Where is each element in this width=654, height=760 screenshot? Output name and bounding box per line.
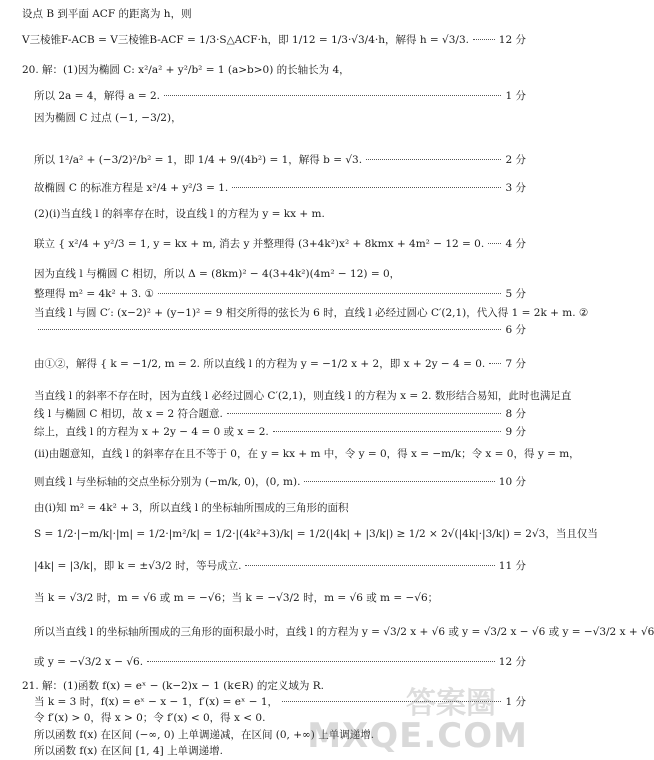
text-line: 或 y = −√3/2 x − √6. 12 分 bbox=[34, 656, 526, 668]
text-line: V三棱锥F-ACB = V三棱锥B-ACF = 1/3·S△ACF·h，即 1/12 = 1/3·√3/4·h，解得 h = √3/3. 12 分 bbox=[22, 34, 526, 46]
text-line: (2)(ⅰ)当直线 l 的斜率存在时，设直线 l 的方程为 y = kx + m. bbox=[34, 208, 325, 220]
text-line: 由①②，解得 { k = −1/2, m = 2. 所以直线 l 的方程为 y = −1/2 x + 2，即 x + 2y − 4 = 0. 7 分 bbox=[34, 358, 526, 370]
text-line: 故椭圆 C 的标准方程是 x²/4 + y²/3 = 1. 3 分 bbox=[34, 182, 526, 194]
watermark-logo: 答案圈 bbox=[406, 686, 496, 721]
text-line: 线 l 与椭圆 C 相切，故 x = 2 符合题意. 8 分 bbox=[34, 408, 526, 420]
text-line: 所以函数 f(x) 在区间 [1, 4] 上单调递增. bbox=[34, 745, 223, 757]
text-line: 则直线 l 与坐标轴的交点坐标分别为 (−m/k, 0)，(0, m). 10 分 bbox=[34, 476, 526, 488]
text-line: 因为直线 l 与椭圆 C 相切，所以 Δ = (8km)² − 4(3+4k²)(4m² − 12) = 0， bbox=[34, 268, 401, 280]
text-line: 所以当直线 l 的坐标轴所围成的三角形的面积最小时，直线 l 的方程为 y = √3/2 x + √6 或 y = √3/2 x − √6 或 y = −√3/2 x + √6 bbox=[34, 626, 654, 638]
text-line: 所以函数 f(x) 在区间 (−∞, 0) 上单调递减，在区间 (0, +∞) 上单调递增. bbox=[34, 729, 375, 741]
text-line: 综上，直线 l 的方程为 x + 2y − 4 = 0 或 x = 2. 9 分 bbox=[34, 426, 526, 438]
text-line: 令 f′(x) > 0，得 x > 0；令 f′(x) < 0，得 x < 0. bbox=[34, 712, 266, 724]
score-label: 12 分 bbox=[498, 656, 526, 668]
problem-21-heading: 21. 解：(1)函数 f(x) = eˣ − (k−2)x − 1 (k∈R) 的定义域为 R. bbox=[22, 680, 324, 692]
text-line: 联立 { x²/4 + y²/3 = 1, y = kx + m, 消去 y 并整理得 (3+4k²)x² + 8kmx + 4m² − 12 = 0. 4 分 bbox=[34, 238, 526, 250]
text-line: 当 k = √3/2 时，m = √6 或 m = −√6；当 k = −√3/2 时，m = √6 或 m = −√6； bbox=[34, 592, 439, 604]
score-label: 7 分 bbox=[505, 358, 526, 370]
score-label: 2 分 bbox=[505, 154, 526, 166]
text-line: 当 k = 3 时，f(x) = eˣ − x − 1，f′(x) = eˣ − 1， 1 分 bbox=[34, 696, 526, 708]
text-line: 设点 B 到平面 ACF 的距离为 h，则 bbox=[22, 8, 192, 20]
score-label: 10 分 bbox=[498, 476, 526, 488]
text-line: 所以 2a = 4，解得 a = 2. 1 分 bbox=[34, 90, 526, 102]
text-line: S = 1/2·|−m/k|·|m| = 1/2·|m²/k| = 1/2·|(4k²+3)/k| = 1/2(|4k| + |3/k|) ≥ 1/2 × 2√(|4k|·|3/k|) = 2√3，当且仅当 bbox=[34, 528, 598, 540]
score-label: 12 分 bbox=[498, 34, 526, 46]
text-line: 由(ⅰ)知 m² = 4k² + 3，所以直线 l 的坐标轴所围成的三角形的面积 bbox=[34, 502, 349, 514]
text-line: 当直线 l 的斜率不存在时，因为直线 l 必经过圆心 C′(2,1)，则直线 l 的方程为 x = 2. 数形结合易知，此时也满足直 bbox=[34, 390, 572, 402]
score-label: 9 分 bbox=[505, 426, 526, 438]
score-label: 5 分 bbox=[505, 288, 526, 300]
text-line: (ⅱ)由题意知，直线 l 的斜率存在且不等于 0，在 y = kx + m 中，令 y = 0，得 x = −m/k；令 x = 0，得 y = m， bbox=[34, 448, 580, 460]
text-line: 所以 1²/a² + (−3/2)²/b² = 1，即 1/4 + 9/(4b²) = 1，解得 b = √3. 2 分 bbox=[34, 154, 526, 166]
text-line: 因为椭圆 C 过点 (−1, −3/2)， bbox=[34, 112, 182, 124]
text-line: 当直线 l 与圆 C′: (x−2)² + (y−1)² = 9 相交所得的弦长为 6 时，直线 l 必经过圆心 C′(2,1)，代入得 1 = 2k + m. ② bbox=[34, 307, 589, 319]
score-label: 8 分 bbox=[505, 408, 526, 420]
text-line bbox=[34, 322, 526, 337]
score-label: 1 分 bbox=[505, 696, 526, 708]
score-label: 3 分 bbox=[505, 182, 526, 194]
score-label: 11 分 bbox=[498, 560, 526, 572]
score-label: 4 分 bbox=[505, 238, 526, 250]
text-line: 整理得 m² = 4k² + 3. ① 5 分 bbox=[34, 288, 526, 300]
problem-20-heading: 20. 解：(1)因为椭圆 C: x²/a² + y²/b² = 1 (a>b>0) 的长轴长为 4， bbox=[22, 64, 350, 76]
score-label: 6 分 bbox=[505, 324, 526, 336]
text-line: |4k| = |3/k|，即 k = ±√3/2 时，等号成立. 11 分 bbox=[34, 560, 526, 572]
watermark-text: MXQE.COM bbox=[307, 716, 528, 756]
score-label: 1 分 bbox=[505, 90, 526, 102]
